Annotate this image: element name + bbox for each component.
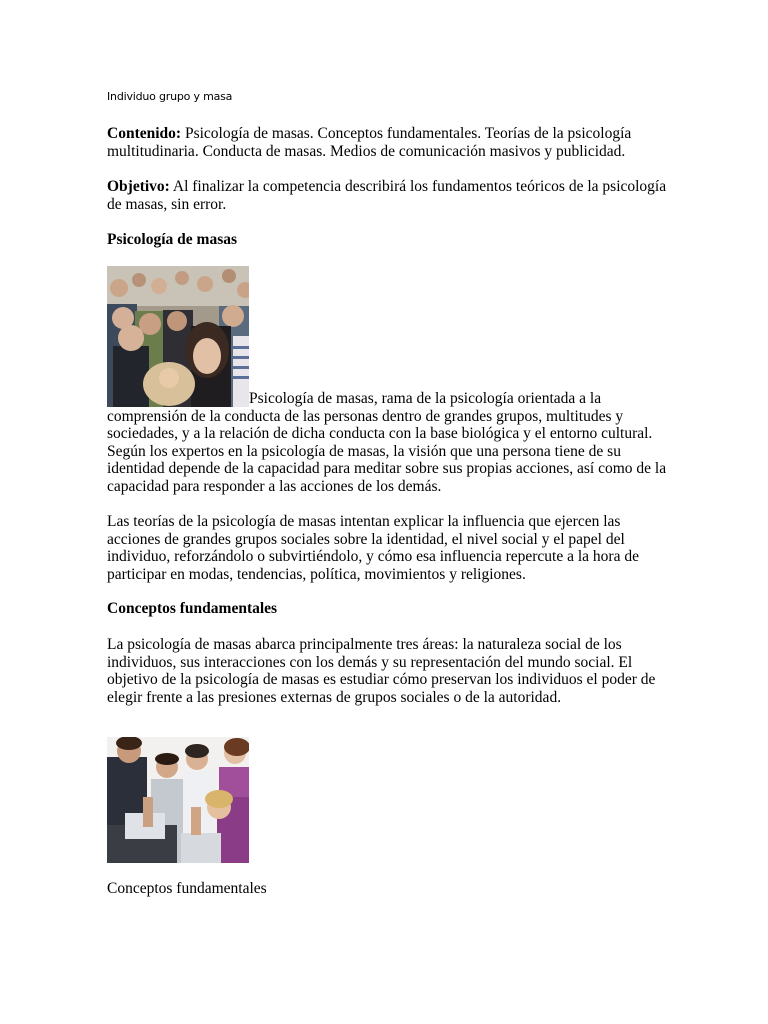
psicologia-text-1: Psicología de masas, rama de la psicología orientada a la comprensión de la conducta de las personas dentro de grandes grupos, multitudes y sociedades, y a la relación de dicha conducta con la base biológica y el entorno cultural. Según los expertos en la psicología de masas, la visión que una persona tiene de su identidad depende de la capacidad para meditar sobre sus propias acciones, así como de la capacidad para responder a las acciones de los demás.: [107, 390, 667, 495]
crowd-photo: [107, 266, 249, 407]
conceptos-paragraph: La psicología de masas abarca principalmente tres áreas: la naturaleza social de los individuos, sus interacciones con los demás y su representación del mundo social. El objetivo de la psicología de masas es estudiar cómo preservan los individuos el poder de elegir frente a las presiones externas de grupos sociales o de la autoridad.: [107, 636, 656, 706]
image-caption: Conceptos fundamentales: [107, 880, 267, 897]
objetivo-label: Objetivo:: [107, 178, 170, 195]
psicologia-paragraph-2: Las teorías de la psicología de masas intentan explicar la influencia que ejercen las acciones de grandes grupos sociales sobre la identidad, el nivel social y el papel del individuo, reforzándolo o subvirtiéndolo, y cómo esa influencia repercute a la hora de participar en modas, tendencias, política, movimientos y religiones.: [107, 513, 639, 583]
section-heading-psicologia: Psicología de masas: [107, 231, 238, 248]
document-title: Individuo grupo y masa: [107, 90, 233, 103]
section-heading-conceptos: Conceptos fundamentales: [107, 600, 278, 617]
psicologia-paragraph-1: [107, 266, 672, 495]
objetivo-text: Al finalizar la competencia describirá los fundamentos teóricos de la psicología de masas, sin error.: [107, 178, 667, 213]
students-photo: [107, 737, 249, 863]
contenido-text: Psicología de masas. Conceptos fundamentales. Teorías de la psicología multitudinaria. Conducta de masas. Medios de comunicación masivos y publicidad.: [107, 125, 632, 160]
objetivo-paragraph: [107, 178, 672, 213]
contenido-paragraph: [107, 125, 672, 160]
contenido-label: Contenido:: [107, 125, 182, 142]
